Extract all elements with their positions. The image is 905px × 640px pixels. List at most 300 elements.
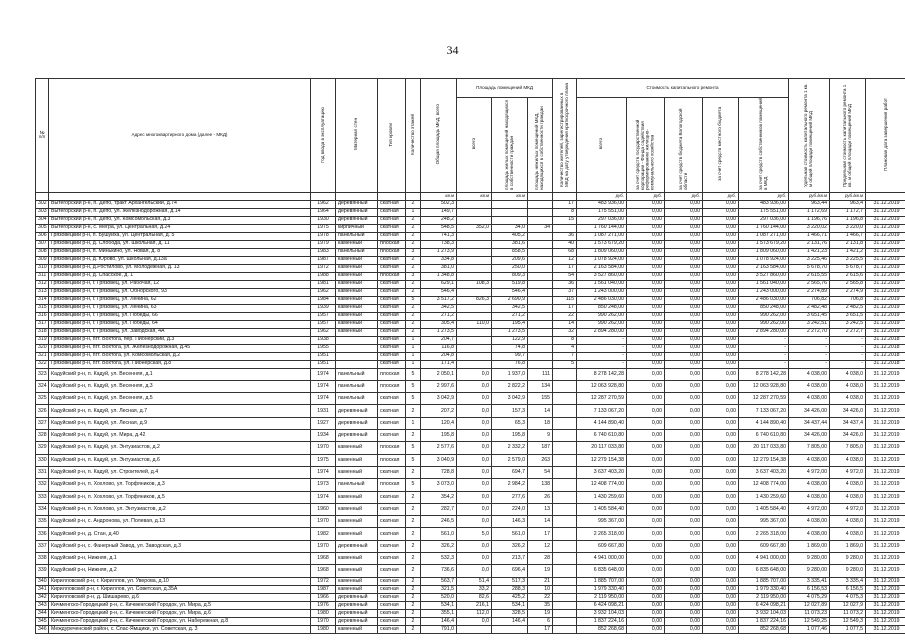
table-cell: 0,00 — [627, 368, 665, 380]
table-cell: 1972 — [311, 264, 336, 272]
table-cell: 2 — [406, 585, 421, 593]
table-cell: 1 430 259,60 — [577, 491, 627, 503]
table-row — [36, 208, 905, 216]
table-cell: 7 805,00 — [789, 442, 830, 454]
table-cell: деревянный — [336, 617, 378, 625]
table-cell: 0,00 — [703, 479, 739, 491]
table-cell — [336, 344, 378, 352]
table-cell: 3 651,45 — [789, 312, 830, 320]
table-cell: 318 — [36, 328, 49, 336]
table-cell: 694,7 — [492, 466, 528, 478]
table-cell: 2 265 318,00 — [739, 528, 789, 540]
table-cell: 31.12.2019 — [866, 479, 905, 491]
table-cell: - — [830, 352, 866, 360]
table-cell: 20 117 033,80 — [739, 442, 789, 454]
table-cell: Кадуйский р-н, п. Кадуй, ул. Энтузиастов, д.2 — [49, 442, 311, 454]
table-cell: 31.12.2019 — [866, 540, 905, 552]
table-cell: 850 248,00 — [577, 304, 627, 312]
table-cell: 0,0 — [457, 380, 492, 392]
table-cell: Кирилловский р-н, г. Кириллов, ул. Советская, д.35А — [49, 585, 311, 593]
table-cell: 20 117 033,80 — [577, 442, 627, 454]
table-cell: 209,6 — [492, 256, 528, 264]
table-cell: скатная — [378, 304, 406, 312]
table-cell: 2 — [406, 288, 421, 296]
table-cell: 146,4 — [421, 617, 457, 625]
table-cell: 0,00 — [627, 479, 665, 491]
table-cell: 0,00 — [665, 430, 703, 442]
table-cell: 339 — [36, 565, 49, 577]
table-cell — [553, 553, 577, 565]
table-cell: 4 075,29 — [789, 593, 830, 601]
table-cell: 36 — [553, 280, 577, 288]
table-cell: 1982 — [311, 528, 336, 540]
table-row — [36, 393, 905, 405]
table-cell: Междуреченский район, с. Спас-Ямщики, ул. Советская, д. 3 — [49, 625, 311, 633]
table-cell: 0,00 — [703, 280, 739, 288]
table-cell: 0,00 — [627, 232, 665, 240]
table-cell: 1930 — [311, 216, 336, 224]
table-cell: 4 038,00 — [789, 479, 830, 491]
table-cell: 31.12.2019 — [866, 312, 905, 320]
table-cell: 1938 — [311, 336, 336, 344]
table-cell: 146,4 — [492, 617, 528, 625]
table-cell: 2 — [406, 601, 421, 609]
table-cell: 1 — [406, 336, 421, 344]
table-cell: 0,00 — [627, 454, 665, 466]
table-cell: 0,00 — [627, 540, 665, 552]
table-cell: каменный — [336, 503, 378, 515]
header-cost-local: за счет средств местного бюджета — [703, 98, 739, 193]
table-cell — [528, 360, 553, 368]
table-cell — [528, 264, 553, 272]
table-cell: 31.12.2019 — [866, 304, 905, 312]
table-cell: 12 549,3 — [830, 617, 866, 625]
table-cell — [528, 296, 553, 304]
table-cell: 0,00 — [627, 264, 665, 272]
table-cell: 502,3 — [421, 200, 457, 208]
table-cell: скатная — [378, 256, 406, 264]
table-cell: 320 — [36, 344, 49, 352]
table-cell: 2 — [406, 516, 421, 528]
table-cell: - — [789, 336, 830, 344]
table-cell: 12 027,89 — [789, 601, 830, 609]
table-cell: 0,00 — [665, 248, 703, 256]
table-cell: - — [739, 336, 789, 344]
table-cell: Грязовецкий р-н, д. Спасское, д. 1 — [49, 272, 311, 280]
table-cell: 1 — [406, 352, 421, 360]
table-cell: 342,5 — [492, 304, 528, 312]
table-cell: каменный — [336, 296, 378, 304]
table-cell: 319 — [36, 336, 49, 344]
table-cell: 5,0 — [457, 528, 492, 540]
table-cell: 31.12.2019 — [866, 454, 905, 466]
table-cell: 1970 — [311, 540, 336, 552]
table-cell: 7 133 067,20 — [739, 405, 789, 417]
table-row — [36, 256, 905, 264]
table-cell: каменный — [336, 272, 378, 280]
header-unit-cost: Удельная стоимость капитального ремонта 1 кв. м общей площади помещений МКД — [789, 79, 830, 193]
table-cell: - — [830, 344, 866, 352]
table-cell: 2 — [406, 320, 421, 328]
table-cell: 1975 — [311, 224, 336, 232]
table-cell: 224,0 — [492, 503, 528, 515]
table-cell: 995 367,00 — [739, 516, 789, 528]
table-cell: 0,00 — [665, 625, 703, 633]
table-cell: 8 — [553, 208, 577, 216]
table-cell: 2 — [406, 617, 421, 625]
table-cell: 345 — [36, 617, 49, 625]
table-cell: панельный — [336, 248, 378, 256]
table-cell: 2 997,6 — [421, 380, 457, 392]
table-cell — [553, 430, 577, 442]
table-cell: 21 — [528, 577, 553, 585]
table-cell: 11 073,2 — [830, 609, 866, 617]
table-cell: 342,5 — [421, 304, 457, 312]
table-cell: 0,0 — [457, 454, 492, 466]
table-cell: 1 172,7 — [830, 208, 866, 216]
table-cell: 187 — [528, 442, 553, 454]
table-row — [36, 601, 905, 609]
table-cell: 307 — [36, 240, 49, 248]
table-cell: скатная — [378, 288, 406, 296]
table-cell: 0,00 — [703, 593, 739, 601]
table-cell: Кадуйский р-н, п. Хохлово, ул. Торфяников, д.3 — [49, 479, 311, 491]
header-roof: Тип кровли — [378, 79, 406, 193]
table-cell: 1960 — [311, 503, 336, 515]
table-cell: 4 038,00 — [789, 528, 830, 540]
table-cell — [528, 256, 553, 264]
table-cell: 1 273,5 — [492, 328, 528, 336]
table-cell: Вытегорский р-н, п. Депо, тракт Архангельский, д.74 — [49, 200, 311, 208]
table-cell — [457, 208, 492, 216]
table-cell: 2 482,5 — [830, 304, 866, 312]
table-cell: 1974 — [311, 466, 336, 478]
table-cell — [528, 208, 553, 216]
table-cell: 1 078 924,00 — [739, 256, 789, 264]
table-cell: 12 549,25 — [789, 617, 830, 625]
table-cell: 8 278 142,28 — [739, 368, 789, 380]
table-cell: 1981 — [311, 280, 336, 288]
table-cell: 2 579,0 — [492, 454, 528, 466]
table-cell: 3 220,0 — [830, 224, 866, 232]
table-row — [36, 577, 905, 585]
table-cell — [528, 328, 553, 336]
table-cell: 0,00 — [665, 466, 703, 478]
header-residents: Количество жителей, зарегистрированных в МКД на дату утверждения краткосрочного плана — [553, 79, 577, 193]
table-cell: 5 — [553, 360, 577, 368]
table-cell: - — [577, 352, 627, 360]
table-cell: 4 144 890,40 — [739, 417, 789, 429]
table-cell — [457, 272, 492, 280]
table-cell: 31.12.2019 — [866, 565, 905, 577]
table-cell: 0,00 — [665, 405, 703, 417]
table-cell: 1 — [406, 208, 421, 216]
table-cell: 2 — [406, 503, 421, 515]
table-cell: 120,4 — [421, 417, 457, 429]
table-cell: 2 — [406, 577, 421, 585]
table-cell: 3 335,4 — [830, 577, 866, 585]
table-cell: 1 561 040,00 — [739, 280, 789, 288]
table-cell: Кирилловский р-н, г. Кириллов, ул. Уверова, д.10 — [49, 577, 311, 585]
table-cell: 4 038,0 — [830, 393, 866, 405]
table-cell: 31.12.2019 — [866, 609, 905, 617]
table-cell: 0,00 — [703, 360, 739, 368]
table-cell: 6 835 648,00 — [739, 565, 789, 577]
table-cell: 0,00 — [703, 272, 739, 280]
table-cell: - — [789, 360, 830, 368]
table-row — [36, 352, 905, 360]
table-cell: 157,3 — [492, 405, 528, 417]
table-cell: каменный — [336, 264, 378, 272]
table-row — [36, 344, 905, 352]
table-cell: 0,00 — [627, 248, 665, 256]
table-cell: скатная — [378, 320, 406, 328]
table-cell: - — [739, 344, 789, 352]
table-cell: 0,00 — [627, 430, 665, 442]
table-cell: 2 — [406, 224, 421, 232]
table-cell: 303 — [36, 208, 49, 216]
table-cell: 1962 — [311, 288, 336, 296]
table-cell: 34 437,4 — [830, 417, 866, 429]
table-cell — [528, 200, 553, 208]
table-row — [36, 200, 905, 208]
table-cell: 4 038,0 — [830, 479, 866, 491]
header-area-group: Площадь помещений МКД — [457, 79, 553, 98]
table-cell — [553, 609, 577, 617]
table-cell: 0,0 — [457, 553, 492, 565]
table-cell: 706,8 — [830, 296, 866, 304]
table-cell: 0,00 — [665, 491, 703, 503]
table-cell: скатная — [378, 405, 406, 417]
table-cell: 0,00 — [627, 601, 665, 609]
table-row — [36, 216, 905, 224]
table-cell: 33,2 — [457, 585, 492, 593]
table-cell: 2 050,1 — [421, 368, 457, 380]
table-cell: 216,1 — [457, 601, 492, 609]
table-cell: - — [577, 360, 627, 368]
table-cell: 0,0 — [457, 479, 492, 491]
table-cell: 31.12.2019 — [866, 280, 905, 288]
table-cell — [457, 240, 492, 248]
table-cell — [457, 304, 492, 312]
table-cell: 343 — [36, 601, 49, 609]
table-cell: 0,00 — [665, 216, 703, 224]
table-cell — [528, 240, 553, 248]
table-cell: 34,0 — [492, 224, 528, 232]
table-cell: 282,7 — [421, 503, 457, 515]
table-cell: 519,8 — [492, 280, 528, 288]
table-cell: 1 — [406, 344, 421, 352]
table-cell: 0,00 — [627, 288, 665, 296]
table-cell: 3 527 860,00 — [577, 272, 627, 280]
table-cell: деревянный — [336, 216, 378, 224]
table-cell: 0,00 — [665, 320, 703, 328]
header-limit-cost: Предельная стоимость капитального ремонта 1 кв. м общей площади помещений МКД — [830, 79, 866, 193]
table-cell: 1 087 271,00 — [577, 232, 627, 240]
table-cell: 311 — [36, 272, 49, 280]
table-cell: 31.12.2019 — [866, 224, 905, 232]
table-cell: 826,3 — [457, 296, 492, 304]
table-cell: 0,00 — [703, 503, 739, 515]
table-cell: 1 273,9 — [421, 248, 457, 256]
table-cell: 0,00 — [665, 553, 703, 565]
table-cell: 4 — [553, 344, 577, 352]
table-cell: 0,00 — [665, 232, 703, 240]
table-cell: Грязовецкий р-н, г. Грязовец, ул. Ленина, 63 — [49, 304, 311, 312]
table-cell: 19 — [528, 609, 553, 617]
table-cell — [492, 208, 528, 216]
table-cell: 74,8 — [492, 344, 528, 352]
table-cell: 0,00 — [703, 454, 739, 466]
table-cell: скатная — [378, 216, 406, 224]
table-cell: 355,1 — [421, 609, 457, 617]
table-cell: 1 196,76 — [789, 216, 830, 224]
table-cell: 76,8 — [492, 360, 528, 368]
table-cell: 7 805,0 — [830, 442, 866, 454]
table-cell: 0,0 — [457, 516, 492, 528]
table-cell: 2 — [406, 593, 421, 601]
table-cell: 12 063 928,80 — [577, 380, 627, 392]
table-cell: 175 551,00 — [577, 208, 627, 216]
table-cell: 317 — [36, 320, 49, 328]
table-cell: 108,3 — [457, 280, 492, 288]
table-cell: 326 — [36, 405, 49, 417]
table-cell: 0,00 — [627, 593, 665, 601]
table-cell: 116,8 — [421, 344, 457, 352]
table-cell: скатная — [378, 417, 406, 429]
table-cell: скатная — [378, 585, 406, 593]
table-cell — [457, 312, 492, 320]
table-cell: Грязовецкий р-н, пгт. Вохтога, пер. Пионерский, д.3 — [49, 336, 311, 344]
table-cell: 0,00 — [665, 516, 703, 528]
table-cell: 0,00 — [665, 304, 703, 312]
table-cell: 6 156,5 — [830, 585, 866, 593]
table-cell: 0,0 — [457, 442, 492, 454]
table-cell: Грязовецкий р-н, п. Минькино, ул. Новая, д. 8 — [49, 248, 311, 256]
table-cell: 0,00 — [627, 417, 665, 429]
table-cell: 561,0 — [492, 528, 528, 540]
table-cell: деревянный — [336, 208, 378, 216]
table-row — [36, 328, 905, 336]
table-cell: 1966 — [311, 593, 336, 601]
table-cell: 10 — [528, 585, 553, 593]
table-cell: 1 421,23 — [789, 248, 830, 256]
table-cell: скатная — [378, 540, 406, 552]
table-cell — [457, 216, 492, 224]
header-cost-owners: за счет средств собственников помещений в МКД — [739, 98, 789, 193]
table-cell: 0,00 — [703, 516, 739, 528]
table-cell: каменный — [336, 288, 378, 296]
table-cell: Вытегорский р-н, п. Депо, ул. Железнодорожная, д.14 — [49, 208, 311, 216]
table-cell: 8 278 142,28 — [577, 368, 627, 380]
table-cell — [528, 344, 553, 352]
table-cell: скатная — [378, 360, 406, 368]
table-cell: 1962 — [311, 328, 336, 336]
table-cell: 12 — [528, 540, 553, 552]
table-cell: 175 551,00 — [739, 208, 789, 216]
table-cell: 2 — [406, 609, 421, 617]
table-cell: 6 — [528, 617, 553, 625]
table-cell: Грязовецкий р-н, г. Грязовец, ул. Победы, 66 — [49, 312, 311, 320]
table-cell — [553, 565, 577, 577]
table-cell: 2 894 280,00 — [577, 328, 627, 336]
table-cell: 326,2 — [421, 540, 457, 552]
table-cell: каменный — [336, 304, 378, 312]
table-cell: 1 809 060,00 — [739, 248, 789, 256]
table-cell: 324 — [36, 380, 49, 392]
table-cell: 1 077,5 — [830, 625, 866, 633]
table-cell: каменный — [336, 528, 378, 540]
table-cell: скатная — [378, 528, 406, 540]
table-cell: 31.12.2019 — [866, 528, 905, 540]
table-cell: 65,3 — [492, 417, 528, 429]
table-cell: Грязовецкий р-н, г. Грязовец, ул. Ленина, 62 — [49, 296, 311, 304]
table-cell — [457, 200, 492, 208]
table-cell: 2 615,55 — [789, 272, 830, 280]
table-cell: 0,00 — [665, 264, 703, 272]
table-cell: 3 225,46 — [789, 256, 830, 264]
table-cell: плоская — [378, 248, 406, 256]
table-cell: 2 265 318,00 — [577, 528, 627, 540]
table-cell: плоская — [378, 454, 406, 466]
table-cell: 4 941 000,00 — [739, 553, 789, 565]
table-cell: 0,00 — [703, 393, 739, 405]
table-cell: каменный — [336, 565, 378, 577]
table-cell: 0,00 — [627, 491, 665, 503]
table-cell: деревянный — [336, 540, 378, 552]
table-cell: 0,00 — [627, 216, 665, 224]
table-cell: 0,00 — [703, 442, 739, 454]
table-cell — [528, 248, 553, 256]
table-cell: 6 156,53 — [789, 585, 830, 593]
table-cell: 0,00 — [665, 577, 703, 585]
table-cell: 852 268,68 — [739, 625, 789, 633]
table-cell: кирпичный — [336, 224, 378, 232]
table-cell — [457, 264, 492, 272]
table-cell: 4 972,0 — [830, 503, 866, 515]
table-cell: 0,00 — [703, 417, 739, 429]
table-cell: Кадуйский р-н, с. Андронова, ул. Полевая, д.13 — [49, 516, 311, 528]
table-cell: 31.12.2019 — [866, 380, 905, 392]
table-cell: 0,00 — [665, 540, 703, 552]
table-cell: 425,2 — [492, 593, 528, 601]
table-cell: 31.12.2019 — [866, 503, 905, 515]
table-cell: 548,5 — [421, 224, 457, 232]
table-cell: 310 — [36, 264, 49, 272]
table-cell: 990 262,00 — [739, 320, 789, 328]
table-cell: 171,4 — [421, 360, 457, 368]
table-cell: 31.12.2019 — [866, 296, 905, 304]
table-cell: 0,00 — [665, 417, 703, 429]
table-cell: 1 — [406, 417, 421, 429]
table-cell: 7 133 067,20 — [577, 405, 627, 417]
table-cell: 326,2 — [492, 540, 528, 552]
table-cell: скатная — [378, 601, 406, 609]
table-cell: 4 075,3 — [830, 593, 866, 601]
header-deadline: Плановая дата завершения работ — [866, 79, 905, 193]
table-row — [36, 491, 905, 503]
table-cell: 14 — [528, 516, 553, 528]
table-cell: 0,00 — [627, 466, 665, 478]
table-cell: 2 822,2 — [492, 380, 528, 392]
table-row — [36, 360, 905, 368]
table-cell: скатная — [378, 466, 406, 478]
table-cell: 0,00 — [665, 344, 703, 352]
table-cell: 344 — [36, 609, 49, 617]
table-cell: 134 — [528, 380, 553, 392]
table-cell — [336, 360, 378, 368]
table-cell: 31.12.2019 — [866, 393, 905, 405]
